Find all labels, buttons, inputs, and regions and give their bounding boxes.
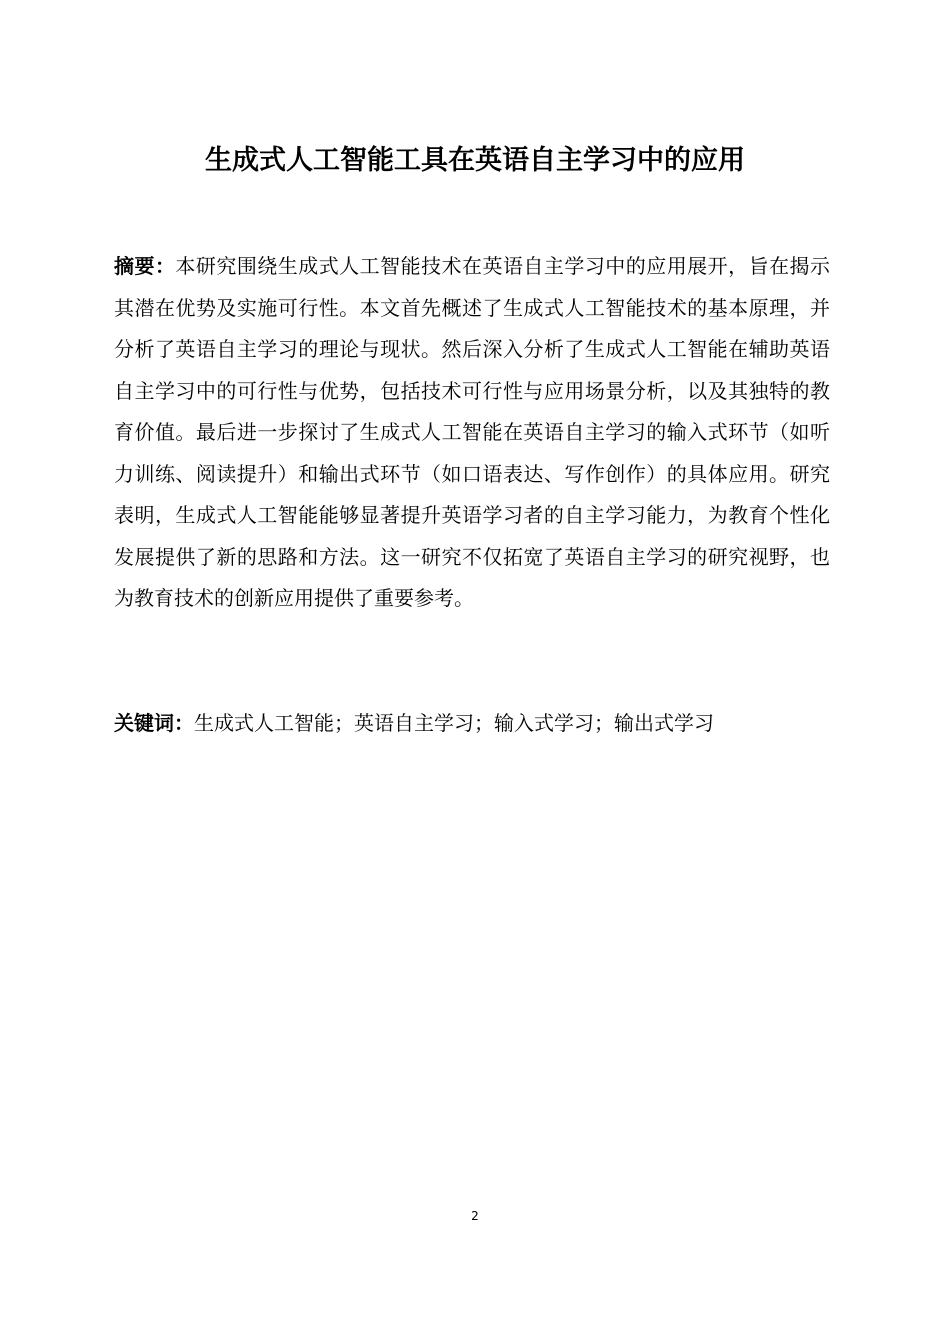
keywords-text: 生成式人工智能；英语自主学习；输入式学习；输出式学习: [194, 711, 714, 735]
abstract-label: 摘要：: [114, 254, 176, 278]
abstract-paragraph: [114, 246, 830, 620]
document-title: 生成式人工智能工具在英语自主学习中的应用: [205, 145, 745, 176]
abstract-text: 本研究围绕生成式人工智能技术在英语自主学习中的应用展开，旨在揭示其潜在优势及实施可行性。本文首先概述了生成式人工智能技术的基本原理，并分析了英语自主学习的理论与现状。然后深入分析了生成式人工智能在辅助英语自主学习中的可行性与优势，包括技术可行性与应用场景分析，以及其独特的教育价值。最后进一步探讨了生成式人工智能在英语自主学习的输入式环节（如听力训练、阅读提升）和输出式环节（如口语表达、写作创作）的具体应用。研究表明，生成式人工智能能够显著提升英语学习者的自主学习能力，为教育个性化发展提供了新的思路和方法。这一研究不仅拓宽了英语自主学习的研究视野，也为教育技术的创新应用提供了重要参考。: [114, 254, 831, 610]
keywords-paragraph: [114, 703, 830, 745]
page-number: 2: [471, 1209, 479, 1223]
keywords-label: 关键词：: [114, 711, 194, 735]
